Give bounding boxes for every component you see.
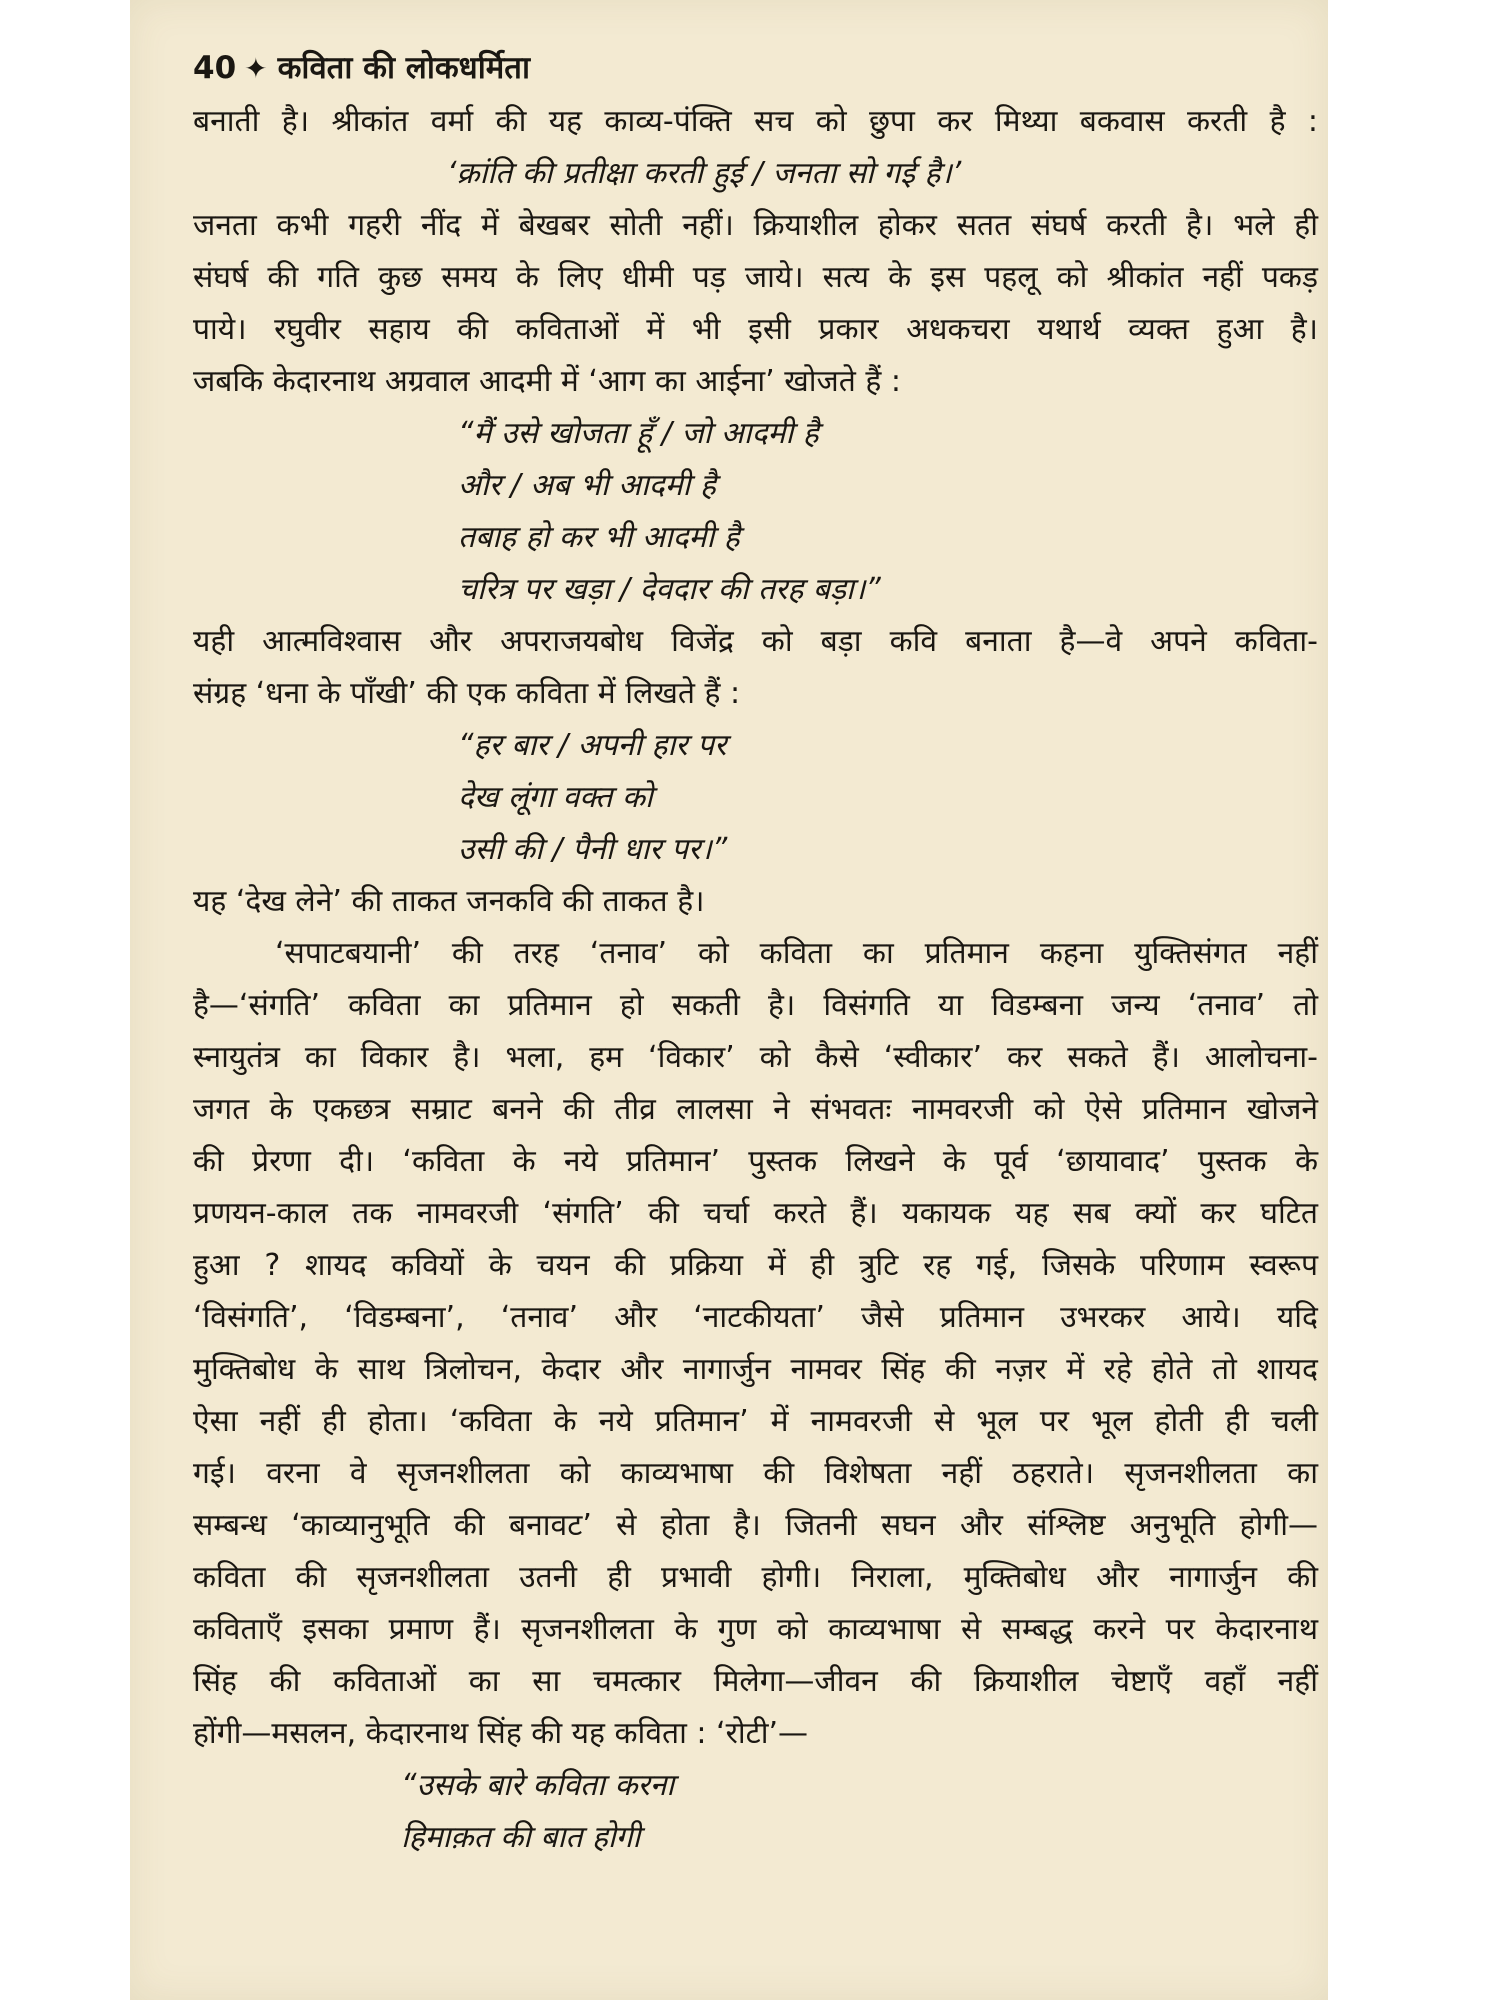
prose-line: स्नायुतंत्र का विकार है। भला, हम ‘विकार’ को कैसे ‘स्वीकार’ कर सकते हैं। आलोचना- — [193, 1040, 1318, 1075]
running-header — [193, 40, 1318, 96]
book-title: कविता की लोकधर्मिता — [277, 50, 530, 86]
prose-line: हुआ ? शायद कवियों के चयन की प्रक्रिया में ही त्रुटि रह गई, जिसके परिणाम स्वरूप — [193, 1248, 1318, 1283]
star-separator-icon: ✦ — [244, 52, 268, 85]
poem-line: और / अब भी आदमी है — [458, 468, 716, 503]
prose-line: जनता कभी गहरी नींद में बेखबर सोती नहीं। क्रियाशील होकर सतत संघर्ष करती है। भले ही — [193, 208, 1318, 243]
prose-line: संग्रह ‘धना के पाँखी’ की एक कविता में लिखते हैं : — [193, 676, 741, 711]
prose-line: मुक्तिबोध के साथ त्रिलोचन, केदार और नागार्जुन नामवर सिंह की नज़र में रहे होते तो शायद — [193, 1352, 1318, 1387]
page-text — [193, 40, 1318, 1864]
prose-line: बनाती है। श्रीकांत वर्मा की यह काव्य-पंक्ति सच को छुपा कर मिथ्या बकवास करती है : — [193, 104, 1318, 139]
prose-line: गई। वरना वे सृजनशीलता को काव्यभाषा की विशेषता नहीं ठहराते। सृजनशीलता का — [193, 1456, 1318, 1491]
prose-line: सम्बन्ध ‘काव्यानुभूति की बनावट’ से होता है। जितनी सघन और संश्लिष्ट अनुभूति होगी— — [193, 1508, 1318, 1543]
prose-line: होंगी—मसलन, केदारनाथ सिंह की यह कविता : ‘रोटी’— — [193, 1716, 809, 1751]
prose-line: यह ‘देख लेने’ की ताकत जनकवि की ताकत है। — [193, 884, 705, 919]
prose-line: यही आत्मविश्वास और अपराजयबोध विजेंद्र को बड़ा कवि बनाता है—वे अपने कविता- — [193, 624, 1318, 659]
prose-line: है—‘संगति’ कविता का प्रतिमान हो सकती है। विसंगति या विडम्बना जन्य ‘तनाव’ तो — [193, 988, 1318, 1023]
poem-line: हिमाक़त की बात होगी — [401, 1820, 641, 1855]
prose-line: सिंह की कविताओं का सा चमत्कार मिलेगा—जीवन की क्रियाशील चेष्टाएँ वहाँ नहीं — [193, 1664, 1318, 1699]
prose-line: की प्रेरणा दी। ‘कविता के नये प्रतिमान’ पुस्तक लिखने के पूर्व ‘छायावाद’ पुस्तक के — [193, 1144, 1318, 1179]
prose-line: ‘विसंगति’, ‘विडम्बना’, ‘तनाव’ और ‘नाटकीयता’ जैसे प्रतिमान उभरकर आये। यदि — [193, 1300, 1318, 1335]
poem-line: “हर बार / अपनी हार पर — [458, 728, 727, 763]
prose-line: कविताएँ इसका प्रमाण हैं। सृजनशीलता के गुण को काव्यभाषा से सम्बद्ध करने पर केदारनाथ — [193, 1612, 1318, 1647]
prose-line: जबकि केदारनाथ अग्रवाल आदमी में ‘आग का आईना’ खोजते हैं : — [193, 364, 901, 399]
prose-line: संघर्ष की गति कुछ समय के लिए धीमी पड़ जाये। सत्य के इस पहलू को श्रीकांत नहीं पकड़ — [193, 260, 1318, 295]
quote-line: ‘क्रांति की प्रतीक्षा करती हुई / जनता सो गई है।’ — [447, 156, 962, 191]
prose-line: पाये। रघुवीर सहाय की कविताओं में भी इसी प्रकार अधकचरा यथार्थ व्यक्त हुआ है। — [193, 312, 1318, 347]
prose-line: कविता की सृजनशीलता उतनी ही प्रभावी होगी। निराला, मुक्तिबोध और नागार्जुन की — [193, 1560, 1318, 1595]
prose-line: ऐसा नहीं ही होता। ‘कविता के नये प्रतिमान’ में नामवरजी से भूल पर भूल होती ही चली — [193, 1404, 1318, 1439]
poem-line: चरित्र पर खड़ा / देवदार की तरह बड़ा।” — [458, 572, 881, 607]
prose-line: प्रणयन-काल तक नामवरजी ‘संगति’ की चर्चा करते हैं। यकायक यह सब क्यों कर घटित — [193, 1196, 1318, 1231]
poem-line: “मैं उसे खोजता हूँ / जो आदमी है — [458, 416, 819, 451]
poem-line: देख लूंगा वक्त को — [458, 780, 653, 815]
poem-line: तबाह हो कर भी आदमी है — [458, 520, 740, 555]
poem-line: उसी की / पैनी धार पर।” — [458, 832, 728, 867]
prose-line: जगत के एकछत्र सम्राट बनने की तीव्र लालसा ने संभवतः नामवरजी को ऐसे प्रतिमान खोजने — [193, 1092, 1318, 1127]
paragraph-first-line: ‘सपाटबयानी’ की तरह ‘तनाव’ को कविता का प्रतिमान कहना युक्तिसंगत नहीं — [275, 936, 1318, 971]
poem-line: “उसके बारे कविता करना — [401, 1768, 675, 1803]
book-page — [130, 0, 1328, 2000]
page-number: 40 — [193, 50, 237, 86]
